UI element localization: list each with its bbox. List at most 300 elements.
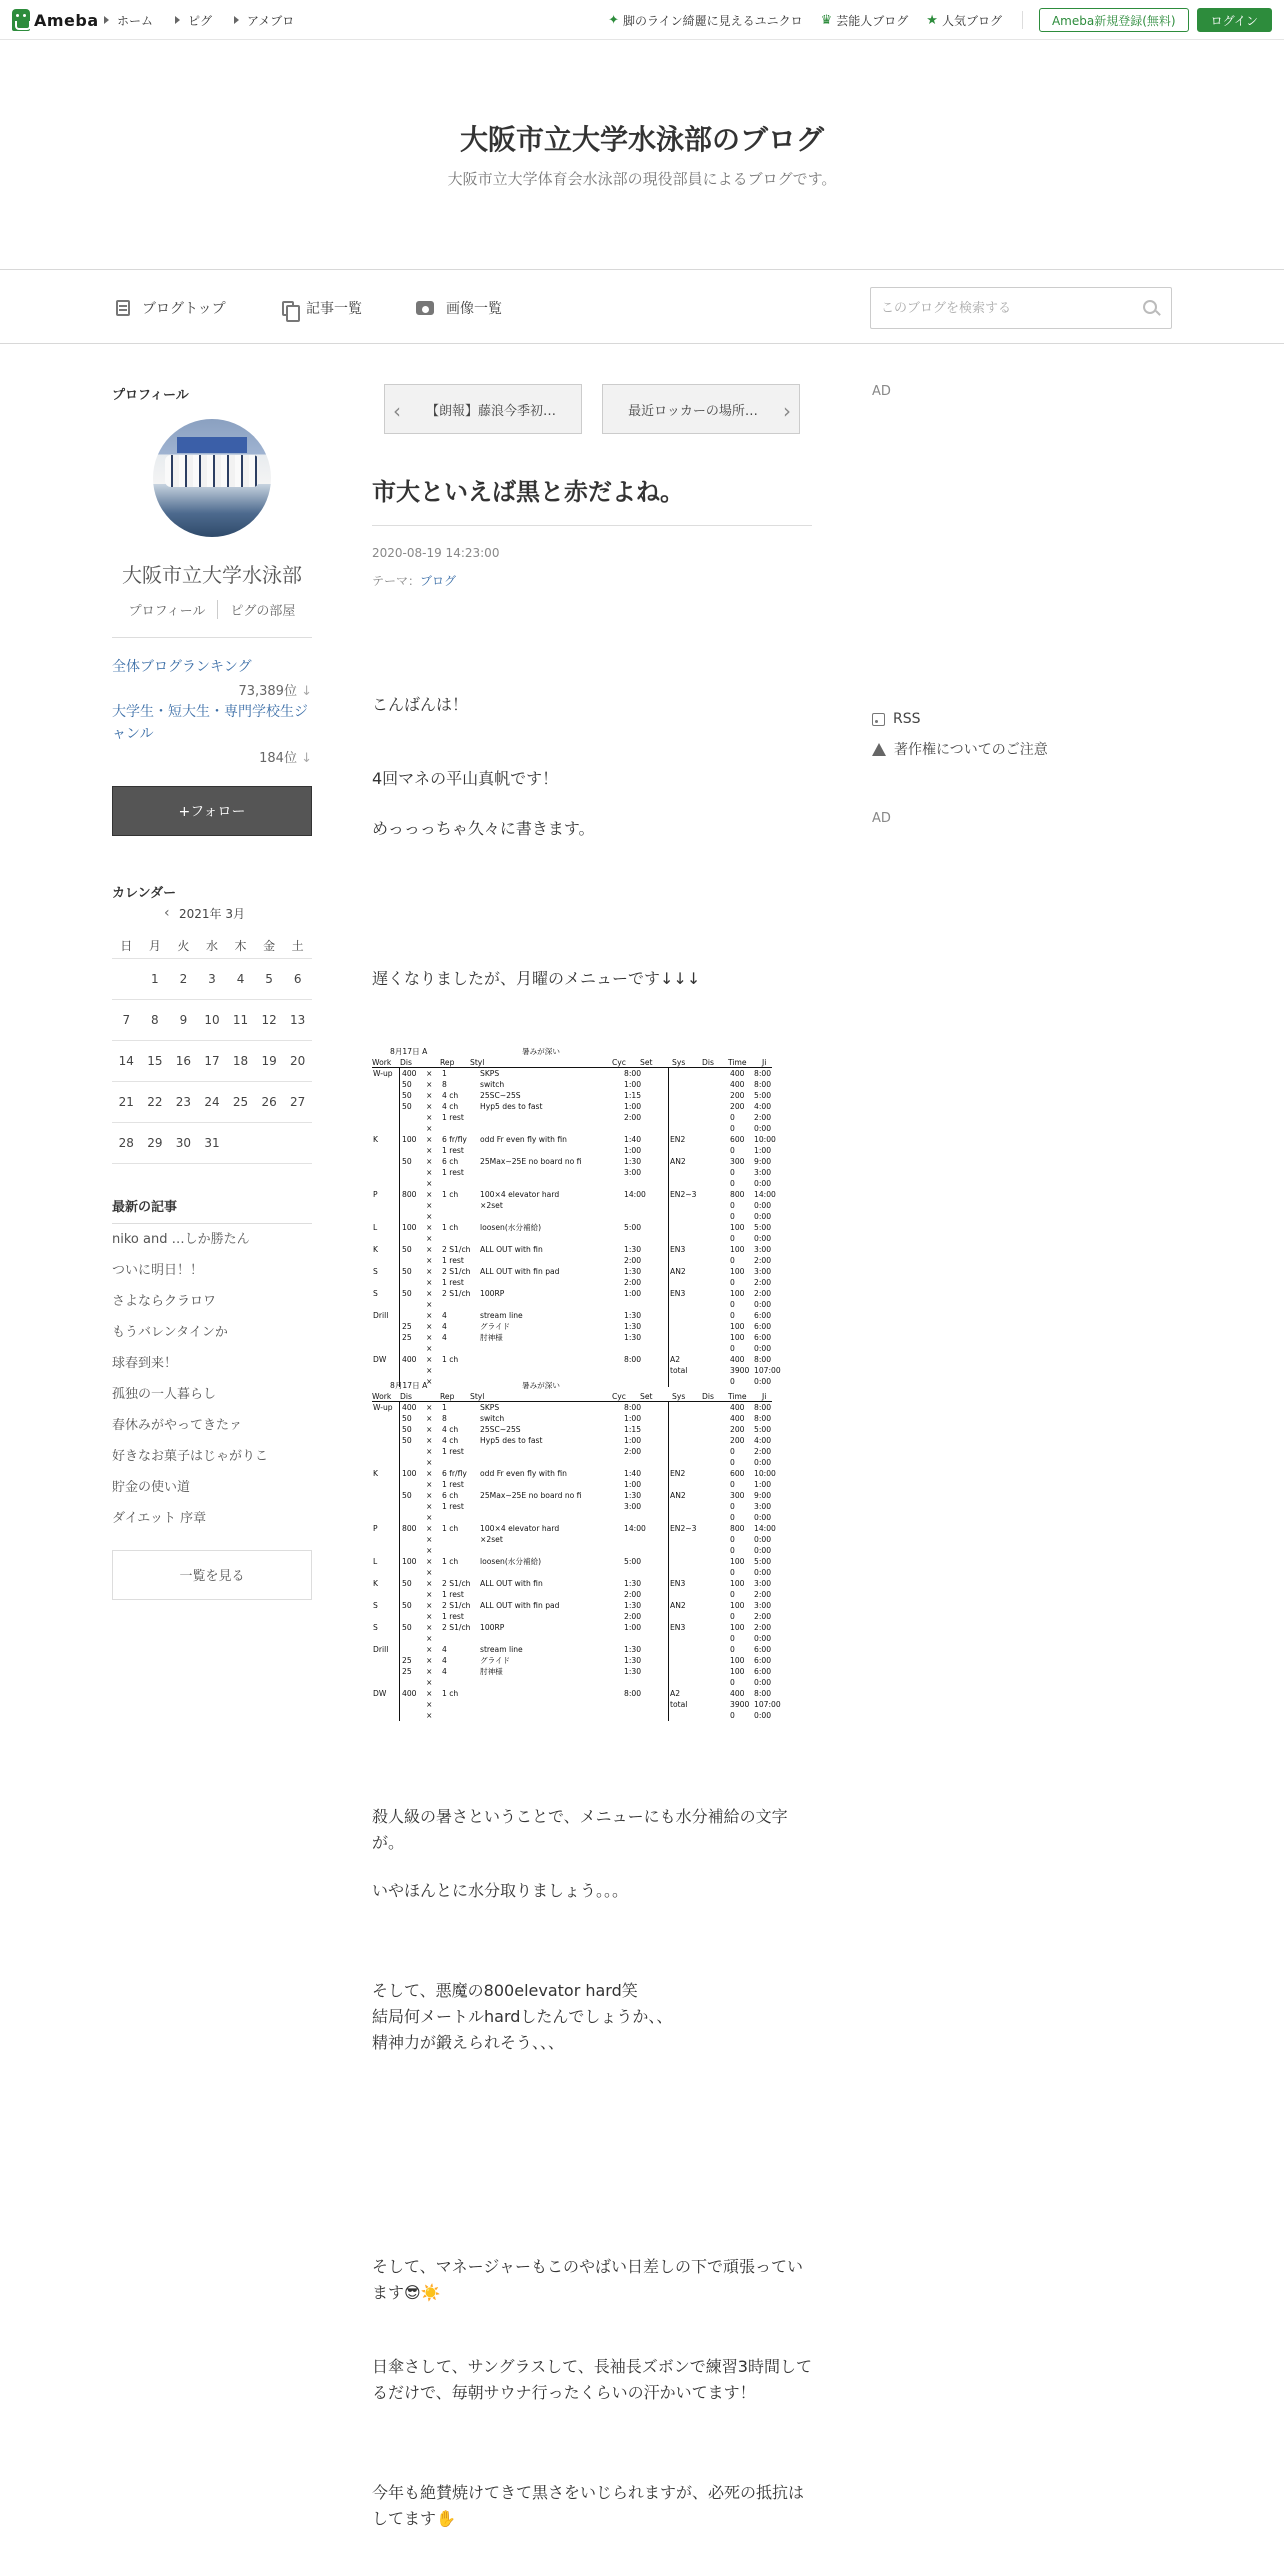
blog-title[interactable]: 大阪市立大学水泳部のブログ [459, 123, 824, 156]
recent-article-link[interactable]: 球春到来！ [112, 1355, 178, 1371]
warning-icon [872, 743, 886, 756]
calendar-weekdays [112, 934, 312, 958]
menu-column-header: Rep [440, 1392, 455, 1401]
menu-image-1[interactable] [372, 1046, 781, 1387]
ranking-genre-link[interactable]: 大学生・短大生・専門学校生ジャンル [112, 704, 308, 742]
menu-cell: Hyp5 des to fast [480, 1102, 543, 1111]
menu-column-header: Dis [702, 1058, 714, 1067]
menu-cell: EN2~3 [670, 1524, 697, 1533]
menu-cell: × [426, 1223, 433, 1232]
menu-cell: 6:00 [754, 1322, 772, 1331]
menu-cell: 1 rest [442, 1256, 464, 1265]
menu-cell: × [426, 1245, 433, 1254]
calendar-day: 26 [255, 1081, 284, 1122]
menu-cell: 0 [730, 1201, 735, 1210]
menu-cell: 1 rest [442, 1168, 464, 1177]
menu-cell: × [426, 1436, 433, 1445]
menu-row [373, 1222, 772, 1233]
menu-cell: 0 [730, 1568, 735, 1577]
menu-row [399, 1479, 772, 1490]
nav-blog-top[interactable] [116, 272, 226, 344]
menu-cell: 5:00 [754, 1091, 772, 1100]
menu-cell: × [426, 1344, 433, 1353]
menu-cell: 3:00 [624, 1502, 642, 1511]
menu-cell: 0:00 [754, 1377, 772, 1386]
menu-cell: 400 [402, 1403, 417, 1412]
paragraph: 4回マネの平山真帆です！ [372, 769, 559, 788]
menu-cell: × [426, 1157, 433, 1166]
menu-cell: × [426, 1601, 433, 1610]
menu-cell: 25Max~25E no board no fi [480, 1491, 582, 1500]
menu-cell: × [426, 1667, 433, 1676]
nav-home[interactable]: ホーム [104, 12, 153, 29]
menu-row [399, 1666, 772, 1677]
menu-cell: 1 [442, 1069, 447, 1078]
search-icon[interactable] [1143, 300, 1157, 314]
menu-row [399, 1299, 772, 1310]
calendar-nav [112, 905, 312, 922]
menu-cell: 50 [402, 1245, 412, 1254]
menu-cell: 肘神様 [480, 1667, 503, 1676]
menu-cell: 8:00 [624, 1403, 642, 1412]
right-column [872, 384, 1172, 826]
menu-column-header: Set [640, 1392, 653, 1401]
menu-cell: 0 [730, 1634, 735, 1643]
menu-row [399, 1112, 772, 1123]
menu-row [399, 1277, 772, 1288]
menu-cell: 4 [442, 1333, 447, 1342]
menu-cell: 100 [730, 1322, 745, 1331]
calendar-heading: カレンダー [112, 886, 177, 901]
ameba-logo[interactable] [12, 8, 99, 32]
menu-row [399, 1343, 772, 1354]
menu-row [399, 1365, 781, 1376]
menu-cell: 9:00 [754, 1491, 772, 1500]
menu-cell: × [426, 1201, 433, 1210]
calendar-week [112, 1040, 312, 1081]
menu-row [399, 1178, 772, 1189]
menu-cell: 8:00 [624, 1689, 642, 1698]
calendar-day: 4 [226, 958, 255, 999]
menu-cell: 0:00 [754, 1711, 772, 1720]
menu-cell: 4 [442, 1656, 447, 1665]
menu-row [399, 1424, 772, 1435]
menu-cell: A2 [670, 1355, 681, 1364]
menu-cell: 0:00 [754, 1458, 772, 1467]
menu-cell: 400 [730, 1080, 745, 1089]
menu-cell: 4:00 [754, 1436, 772, 1445]
menu-cell: 0:00 [754, 1234, 772, 1243]
menu-cell: EN3 [670, 1245, 686, 1254]
menu-cell: 3:00 [754, 1267, 772, 1276]
copyright-notice-link[interactable] [872, 739, 1172, 759]
register-button[interactable]: Ameba新規登録(無料) [1039, 8, 1189, 32]
menu-cell: 100 [402, 1469, 417, 1478]
calendar-month: 2021年 3月 [179, 907, 245, 921]
menu-cell: 0:00 [754, 1201, 772, 1210]
menu-cell: 1 rest [442, 1278, 464, 1287]
weekday: 水 [198, 934, 227, 958]
menu-cell: EN3 [670, 1579, 686, 1588]
menu-cell: 25 [402, 1322, 412, 1331]
menu-row [373, 1310, 772, 1321]
menu-cell: 2:00 [624, 1447, 642, 1456]
menu-cell: 100×4 elevator hard [480, 1190, 560, 1199]
menu-cell: × [426, 1557, 433, 1566]
menu-row [399, 1446, 772, 1457]
menu-cell: 0:00 [754, 1513, 772, 1522]
article-pager [372, 384, 812, 434]
menu-cell: × [426, 1091, 433, 1100]
menu-cell: 0 [730, 1300, 735, 1309]
menu-cell: 0 [730, 1535, 735, 1544]
menu-cell: 0 [730, 1612, 735, 1621]
article-title[interactable]: 市大といえば黒と赤だよね。 [372, 472, 812, 526]
menu-cell: 5:00 [754, 1425, 772, 1434]
weekday: 土 [283, 934, 312, 958]
menu-cell: 50 [402, 1436, 412, 1445]
calendar-day: 25 [226, 1081, 255, 1122]
menu-cell: 0 [730, 1711, 735, 1720]
menu-row [373, 1068, 772, 1079]
menu-cell: EN3 [670, 1623, 686, 1632]
menu-cell: 200 [730, 1436, 745, 1445]
menu-row [399, 1633, 772, 1644]
menu-cell: × [426, 1333, 433, 1342]
menu-cell: 50 [402, 1425, 412, 1434]
menu-cell: 1 rest [442, 1113, 464, 1122]
menu-cell: 1:30 [624, 1667, 642, 1676]
menu-cell: × [426, 1289, 433, 1298]
menu-cell: × [426, 1590, 433, 1599]
popular-blog-link[interactable] [926, 12, 1002, 29]
menu-cell: 107:00 [754, 1700, 781, 1709]
next-article-button[interactable] [602, 384, 800, 434]
menu-cell: × [426, 1102, 433, 1111]
menu-cell: 10:00 [754, 1135, 776, 1144]
menu-cell: 2 S1/ch [442, 1245, 471, 1254]
menu-cell: × [426, 1480, 433, 1489]
menu-cell: × [426, 1634, 433, 1643]
menu-cell: 1:00 [624, 1480, 642, 1489]
menu-cell: 1:15 [624, 1091, 642, 1100]
menu-cell: 1:00 [624, 1414, 642, 1423]
menu-cell: loosen(水分補給) [480, 1223, 542, 1232]
calendar-day: 9 [169, 999, 198, 1040]
menu-date: 8月17日 A [390, 1047, 428, 1056]
menu-cell: 0:00 [754, 1212, 772, 1221]
document-icon [116, 300, 130, 316]
menu-cell: odd Fr even fly with fin [480, 1469, 567, 1478]
paragraph: 今年も絶賛焼けてきて黒さをいじられますが、必死の抵抗はしてます✋ [372, 2483, 805, 2528]
menu-row [373, 1134, 776, 1145]
menu-cell: 50 [402, 1080, 412, 1089]
menu-header-row [372, 1046, 772, 1057]
recent-article-link[interactable]: ついに明日！！ [112, 1262, 204, 1278]
menu-cell: 0:00 [754, 1344, 772, 1353]
menu-cell: 400 [730, 1069, 745, 1078]
sparkle-icon: ✦ [608, 12, 619, 28]
menu-cell: 2 S1/ch [442, 1289, 471, 1298]
calendar-day: 27 [283, 1081, 312, 1122]
avatar[interactable] [153, 419, 271, 537]
calendar-day: 31 [198, 1122, 227, 1163]
menu-cell: AN2 [670, 1491, 686, 1500]
menu-cell: 50 [402, 1491, 412, 1500]
popular-blog-label: 人気ブログ [941, 13, 1002, 28]
celebrity-blog-label: 芸能人ブログ [836, 13, 909, 28]
menu-cell: 3:00 [754, 1601, 772, 1610]
menu-cell: 6:00 [754, 1311, 772, 1320]
menu-cell: EN2~3 [670, 1190, 697, 1199]
menu-row [399, 1101, 772, 1112]
menu-cell: 800 [730, 1524, 745, 1533]
follow-button[interactable]: +フォロー [112, 786, 312, 836]
menu-column-header: Sys [672, 1058, 686, 1067]
weekday: 木 [226, 934, 255, 958]
menu-cell: odd Fr even fly with fin [480, 1135, 567, 1144]
menu-cell: 1 ch [442, 1223, 459, 1232]
header-right [590, 0, 1272, 40]
menu-cell: 8:00 [754, 1355, 772, 1364]
blog-search [870, 287, 1172, 329]
menu-cell: Hyp5 des to fast [480, 1436, 543, 1445]
menu-cell: ALL OUT with fin [480, 1245, 543, 1254]
calendar-day: 6 [283, 958, 312, 999]
menu-cell: 3:00 [754, 1502, 772, 1511]
menu-cell: 3900 [730, 1366, 750, 1375]
menu-cell: W-up [373, 1069, 393, 1078]
recent-article-link[interactable]: さよならクラロワ [112, 1293, 217, 1309]
menu-cell: × [426, 1700, 433, 1709]
menu-cell: 50 [402, 1289, 412, 1298]
recent-article-link[interactable]: ダイエット 序章 [112, 1510, 207, 1526]
menu-cell: 4 [442, 1311, 447, 1320]
menu-column-header: Dis [400, 1392, 412, 1401]
menu-cell: AN2 [670, 1157, 686, 1166]
menu-row [399, 1413, 772, 1424]
menu-column-header: Sys [672, 1392, 686, 1401]
menu-cell: 2:00 [624, 1612, 642, 1621]
nav-pigg[interactable]: ピグ [175, 12, 212, 29]
menu-cell: K [373, 1469, 378, 1478]
menu-cell: 300 [730, 1157, 745, 1166]
menu-cell: 800 [402, 1190, 417, 1199]
menu-cell: S [373, 1601, 378, 1610]
pigg-room-link[interactable]: ピグの部屋 [217, 600, 307, 619]
menu-cell: K [373, 1135, 378, 1144]
menu-cell: 50 [402, 1267, 412, 1276]
menu-cell: 0 [730, 1234, 735, 1243]
menu-column-header: Rep [440, 1058, 455, 1067]
menu-cell: × [426, 1524, 433, 1533]
prev-article-label: 【朗報】藤浪今季初… [425, 403, 556, 419]
menu-columns-row [372, 1391, 772, 1402]
article-date: 2020-08-19 14:23:00 [372, 546, 500, 560]
theme-prefix: テーマ： [372, 574, 421, 588]
menu-cell: 1:30 [624, 1579, 642, 1588]
promo-link[interactable] [608, 12, 803, 29]
recent-article-link[interactable]: 好きなお菓子はじゃがりこ [112, 1448, 269, 1464]
menu-cell: 5:00 [754, 1223, 772, 1232]
menu-cell: 100 [730, 1601, 745, 1610]
menu-cell: × [426, 1377, 433, 1386]
celebrity-blog-link[interactable] [821, 12, 909, 29]
menu-cell: 6:00 [754, 1333, 772, 1342]
profile-link[interactable]: プロフィール [128, 604, 206, 619]
menu-cell: 50 [402, 1414, 412, 1423]
menu-column-header: Cyc [612, 1392, 626, 1401]
login-button[interactable]: ログイン [1197, 8, 1272, 32]
menu-cell: 100 [730, 1557, 745, 1566]
menu-cell: × [426, 1623, 433, 1632]
calendar-day: 18 [226, 1040, 255, 1081]
menu-cell: 4 ch [442, 1425, 459, 1434]
menu-row [373, 1288, 772, 1299]
menu-cell: 6:00 [754, 1645, 772, 1654]
menu-cell: 1:40 [624, 1135, 642, 1144]
menu-cell: 200 [730, 1091, 745, 1100]
chevron-left-icon[interactable]: ‹ [164, 905, 170, 921]
menu-cell: 2 S1/ch [442, 1267, 471, 1276]
menu-cell: 0 [730, 1546, 735, 1555]
menu-cell: 1:15 [624, 1425, 642, 1434]
menu-image-2[interactable] [372, 1380, 781, 1721]
menu-cell: × [426, 1080, 433, 1089]
chevron-right-icon: › [783, 399, 791, 423]
menu-cell: 0 [730, 1502, 735, 1511]
menu-cell: × [426, 1366, 433, 1375]
menu-cell: × [426, 1656, 433, 1665]
menu-cell: 50 [402, 1601, 412, 1610]
menu-row [373, 1523, 776, 1534]
menu-cell: 6 fr/fly [442, 1469, 467, 1478]
menu-cell: × [426, 1256, 433, 1265]
menu-cell: 0 [730, 1146, 735, 1155]
menu-column-header: Dis [702, 1392, 714, 1401]
menu-cell: × [426, 1469, 433, 1478]
menu-row [373, 1266, 772, 1277]
rss-link[interactable] [872, 711, 1172, 727]
menu-cell: 100 [730, 1223, 745, 1232]
menu-cell: 9:00 [754, 1157, 772, 1166]
nav-ameblo[interactable]: アメブロ [234, 12, 294, 29]
calendar-day: 29 [141, 1122, 170, 1163]
menu-cell: 5:00 [624, 1557, 642, 1566]
calendar-day: 22 [141, 1081, 170, 1122]
search-input[interactable] [881, 288, 1121, 328]
menu-row [373, 1578, 772, 1589]
menu-cell: 600 [730, 1469, 745, 1478]
menu-cell: A2 [670, 1689, 681, 1698]
menu-cell: EN2 [670, 1469, 686, 1478]
menu-cell: 1 rest [442, 1612, 464, 1621]
menu-cell: EN2 [670, 1135, 686, 1144]
menu-date: 8月17日 A [390, 1381, 428, 1390]
menu-cell: グライド [480, 1322, 511, 1331]
menu-cell: DW [373, 1355, 387, 1364]
menu-cell: 1:30 [624, 1157, 642, 1166]
calendar-grid [112, 934, 312, 1164]
menu-cell: 400 [730, 1414, 745, 1423]
paragraph: 精神力が鍛えられそう、、、 [372, 2033, 565, 2052]
menu-cell: 0 [730, 1311, 735, 1320]
menu-cell: × [426, 1579, 433, 1588]
recent-article-link[interactable]: 春休みがやってきたァ [112, 1417, 243, 1433]
recent-article-link[interactable]: niko and …しか勝たん [112, 1231, 250, 1247]
menu-cell: 100 [730, 1667, 745, 1676]
menu-cell: Drill [373, 1645, 389, 1654]
menu-cell: 400 [730, 1403, 745, 1412]
menu-cell: Drill [373, 1311, 389, 1320]
menu-cell: 0 [730, 1344, 735, 1353]
copyright-label: 著作権についてのご注意 [894, 742, 1048, 758]
menu-cell: 4 ch [442, 1091, 459, 1100]
menu-cell: × [426, 1300, 433, 1309]
ranking-all-value: 73,389位 ↓ [112, 680, 312, 699]
calendar-day: 1 [141, 958, 170, 999]
menu-cell: SKPS [480, 1403, 500, 1412]
prev-article-button[interactable] [384, 384, 582, 434]
menu-row [373, 1600, 772, 1611]
menu-cell: 50 [402, 1579, 412, 1588]
menu-cell: × [426, 1190, 433, 1199]
menu-cell: 400 [730, 1689, 745, 1698]
blog-header [0, 40, 1284, 270]
menu-cell: 1:30 [624, 1267, 642, 1276]
recent-article-link[interactable]: 孤独の一人暮らし [112, 1386, 217, 1402]
menu-cell: × [426, 1311, 433, 1320]
view-all-button[interactable]: 一覧を見る [112, 1550, 312, 1600]
menu-row [399, 1501, 772, 1512]
menu-cell: 8 [442, 1414, 447, 1423]
calendar-day: 17 [198, 1040, 227, 1081]
menu-row [399, 1156, 772, 1167]
calendar-day: 13 [283, 999, 312, 1040]
menu-cell: 2:00 [754, 1447, 772, 1456]
menu-row [399, 1435, 772, 1446]
menu-cell: × [426, 1678, 433, 1687]
paragraph: そして、悪魔の800elevator hard笑 [372, 1981, 638, 2000]
calendar-day: 14 [112, 1040, 141, 1081]
global-nav [104, 0, 316, 40]
menu-cell: × [426, 1535, 433, 1544]
recent-article-link[interactable]: もうバレンタインか [112, 1324, 228, 1340]
menu-row [399, 1321, 772, 1332]
menu-title: 暑みが深い [522, 1047, 560, 1056]
menu-cell: 2:00 [754, 1623, 772, 1632]
menu-row [399, 1332, 772, 1343]
nav-article-list[interactable] [282, 272, 362, 344]
menu-row [373, 1688, 772, 1699]
menu-column-header: Time [728, 1392, 747, 1401]
ranking-all-link[interactable]: 全体ブログランキング [112, 659, 252, 675]
menu-cell: W-up [373, 1403, 393, 1412]
theme-link[interactable]: ブログ [420, 574, 457, 588]
menu-cell: total [670, 1700, 688, 1709]
profile-name[interactable]: 大阪市立大学水泳部 [122, 563, 302, 587]
menu-cell: 4:00 [754, 1102, 772, 1111]
menu-cell: 600 [730, 1135, 745, 1144]
menu-cell: 2:00 [754, 1590, 772, 1599]
recent-articles-heading: 最新の記事 [112, 1196, 312, 1224]
calendar-week [112, 958, 312, 999]
menu-cell: 8:00 [624, 1069, 642, 1078]
menu-cell: × [426, 1425, 433, 1434]
recent-article-link[interactable]: 貯金の使い道 [112, 1479, 191, 1495]
camera-icon [416, 301, 434, 315]
nav-image-list[interactable] [416, 272, 502, 344]
